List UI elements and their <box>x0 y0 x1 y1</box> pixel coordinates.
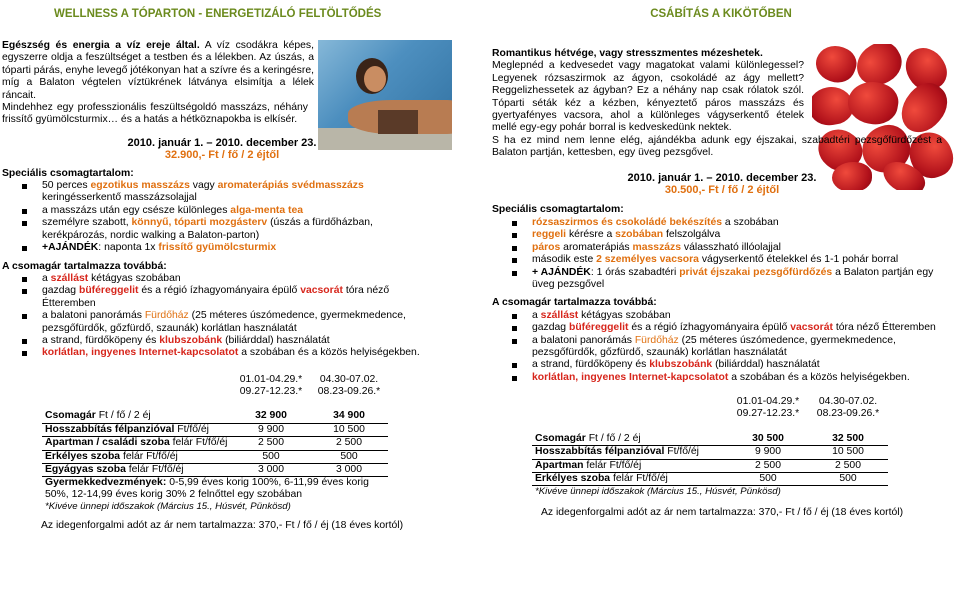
list-item: a strand, fürdőköpeny és klubszobánk (biliárddal) használatát <box>512 359 952 371</box>
list-item: páros aromaterápiás masszázs válasszható illóolajjal <box>512 242 952 254</box>
intro-paragraph-2: Mindehhez egy professzionális feszültségoldó masszázs, néhány frissítő gyümölcsturmix… és a hatás a hétköznapokba is elkísér. <box>2 102 308 126</box>
price-line: 30.500,- Ft / fő / 2 éjtől <box>664 184 780 197</box>
table-row: Erkélyes szoba felár Ft/fő/éj 500 500 <box>532 472 888 485</box>
table-row: Erkélyes szoba felár Ft/fő/éj 500 500 <box>42 450 388 463</box>
table-row: Apartman / családi szoba felár Ft/fő/éj 2 500 2 500 <box>42 437 388 450</box>
extra-title: A csomagár tartalmazza továbbá: <box>2 260 167 272</box>
list-item: gazdag büféreggelit és a régió ízhagyományaira épülő vacsorát tóra néző Étteremben <box>512 322 952 334</box>
romance-column <box>492 48 952 519</box>
list-item: +AJÁNDÉK: naponta 1x frissítő gyümölcsturmix <box>22 242 440 254</box>
extra-list <box>22 273 440 360</box>
list-item: második este 2 személyes vacsora vágyserkentő ételekkel és 1-1 pohár borral <box>512 254 952 266</box>
list-item: személyre szabott, könnyű, tóparti mozgásterv (úszás a fürdőházban, kerékpározás, nordic walking a Balaton-parton) <box>22 217 440 242</box>
special-list <box>22 180 440 254</box>
table-row: Csomagár Ft / fő / 2 éj 30 500 32 500 <box>532 433 888 446</box>
table-row: Gyermekkedvezmények: 0-5,99 éves korig 100%, 6-11,99 éves korig 50%, 12-14,99 éves korig 30% 2 felnőttel egy szobában <box>45 477 369 501</box>
price-table: 01.01-04.29.* 09.27-12.23.* 04.30-07.02. 08.23-09.26.* Csomagár Ft / fő / 2 éj 32 900 34 900 Hosszabbítás félpanzióval Ft/fő/éj 9 900 10 500 Apartman / családi szoba felár Ft/fő/éj 2 500 2 500 Erkélyes szoba felár Ft/fő/éj 500 500 Egyágyas szoba felár Ft/fő/éj 3 000 3 000 Gyermekkedvezmények: 0-5,99 éves korig 100%, 6-11,99 éves korig 50%, 12-14,99 éves korig 30% 2 felnőttel egy szobában *Kivéve ünnepi időszakok (Március 15., Húsvét, Pünkösd) <box>42 374 388 514</box>
list-item: gazdag büféreggelit és a régió ízhagyományaira épülő vacsorát tóra néző Étteremben <box>22 285 440 310</box>
wellness-column <box>2 40 440 532</box>
table-row: Hosszabbítás félpanzióval Ft/fő/éj 9 900 10 500 <box>42 423 388 436</box>
list-item: a szállást kétágyas szobában <box>512 310 952 322</box>
table-row: Apartman felár Ft/fő/éj 2 500 2 500 <box>532 459 888 472</box>
list-item: a szállást kétágyas szobában <box>22 273 440 285</box>
table-row: Csomagár Ft / fő / 2 éj 32 900 34 900 <box>42 410 388 423</box>
tax-footer: Az idegenforgalmi adót az ár nem tartalmazza: 370,- Ft / fő / éj (18 éves kortól) <box>40 519 404 531</box>
extra-list <box>512 310 952 384</box>
list-item: reggeli kérésre a szobában felszolgálva <box>512 229 952 241</box>
extra-title: A csomagár tartalmazza továbbá: <box>492 297 657 309</box>
list-item: + AJÁNDÉK: 1 órás szabadtéri privát éjszakai pezsgőfürdőzés a Balaton partján egy üveg pezsgővel <box>512 267 952 292</box>
table-row: Egyágyas szoba felár Ft/fő/éj 3 000 3 000 <box>42 463 388 476</box>
special-title: Speciális csomagtartalom: <box>2 167 134 179</box>
table-note: *Kivéve ünnepi időszakok (Március 15., Húsvét, Pünkösd) <box>45 501 291 513</box>
special-title: Speciális csomagtartalom: <box>492 204 624 216</box>
intro-paragraph-2: S ha ez mind nem lenne elég, ajándékba adunk egy éjszakai, szabadtéri pezsgőfürdőzést a Balaton partján, kettesben, egy üveg pezsgővel. <box>492 134 942 159</box>
date-range: 2010. január 1. – 2010. december 23. <box>627 171 817 184</box>
list-item: a masszázs után egy csésze különleges alga-menta tea <box>22 205 440 217</box>
table-row: Hosszabbítás félpanzióval Ft/fő/éj 9 900 10 500 <box>532 446 888 459</box>
header-right: CSÁBÍTÁS A KIKÖTŐBEN <box>482 4 960 24</box>
header-left: WELLNESS A TÓPARTON - ENERGETIZÁLÓ FELTÖLTŐDÉS <box>0 4 455 24</box>
list-item: a balatoni panorámás Fürdőház (25 méteres úszómedence, gyermekmedence, pezsgőfürdők, gőzfürdő, szaunák) korlátlan használatát <box>512 335 952 360</box>
intro-paragraph: Egészség és energia a víz ereje által. A víz csodákra képes, egyszerre oldja a feszültséget a testben és a lélekben. Az úszás, a tóparti párás, enyhe levegő jótékonyan hat a szívre és a keringésre, míg a Balaton végtelen víztükrének látványa elsimítja a lélek ráncait. <box>2 40 314 101</box>
price-line: 32.900,- Ft / fő / 2 éjtől <box>164 149 280 162</box>
special-list <box>512 217 952 291</box>
list-item: korlátlan, ingyenes Internet-kapcsolatot a szobában és a közös helyiségekben. <box>22 347 440 359</box>
tax-footer: Az idegenforgalmi adót az ár nem tartalmazza: 370,- Ft / fő / éj (18 éves kortól) <box>540 506 904 518</box>
intro-paragraph: Romantikus hétvége, vagy stresszmentes mézeshetek. Meglepnéd a kedvesedet vagy magatokat valami különlegessel? Legyenek rózsaszirmok az ágyon, csokoládé az ágy mellett? Reggelizhessetek az ágyban? Ez a néhány nap csak rólatok szól. Tóparti séták kéz a kézben, kényeztető páros masszázs és gyertyafényes vacsora, ahol a különleges vágyserkentő ételek mellé egy-egy pohár borral is kedveskedünk nektek. <box>492 48 804 134</box>
table-note: *Kivéve ünnepi időszakok (Március 15., Húsvét, Pünkösd) <box>535 486 781 498</box>
price-table: 01.01-04.29.* 09.27-12.23.* 04.30-07.02. 08.23-09.26.* Csomagár Ft / fő / 2 éj 30 500 32 500 Hosszabbítás félpanzióval Ft/fő/éj 9 900 10 500 Apartman felár Ft/fő/éj 2 500 2 500 Erkélyes szoba felár Ft/fő/éj 500 500 *Kivéve ünnepi időszakok (Március 15., Húsvét, Pünkösd) <box>532 396 888 499</box>
list-item: a balatoni panorámás Fürdőház (25 méteres úszómedence, gyermekmedence, pezsgőfürdők, gőzfürdő, szaunák) korlátlan használatát <box>22 310 440 335</box>
list-item: korlátlan, ingyenes Internet-kapcsolatot a szobában és a közös helyiségekben. <box>512 372 952 384</box>
list-item: 50 perces egzotikus masszázs vagy aromaterápiás svédmasszázs keringésserkentő masszázsolajjal <box>22 180 440 205</box>
date-range: 2010. január 1. – 2010. december 23. <box>127 136 317 149</box>
list-item: rózsaszirmos és csokoládé bekészítés a szobában <box>512 217 952 229</box>
list-item: a strand, fürdőköpeny és klubszobánk (biliárddal) használatát <box>22 335 440 347</box>
